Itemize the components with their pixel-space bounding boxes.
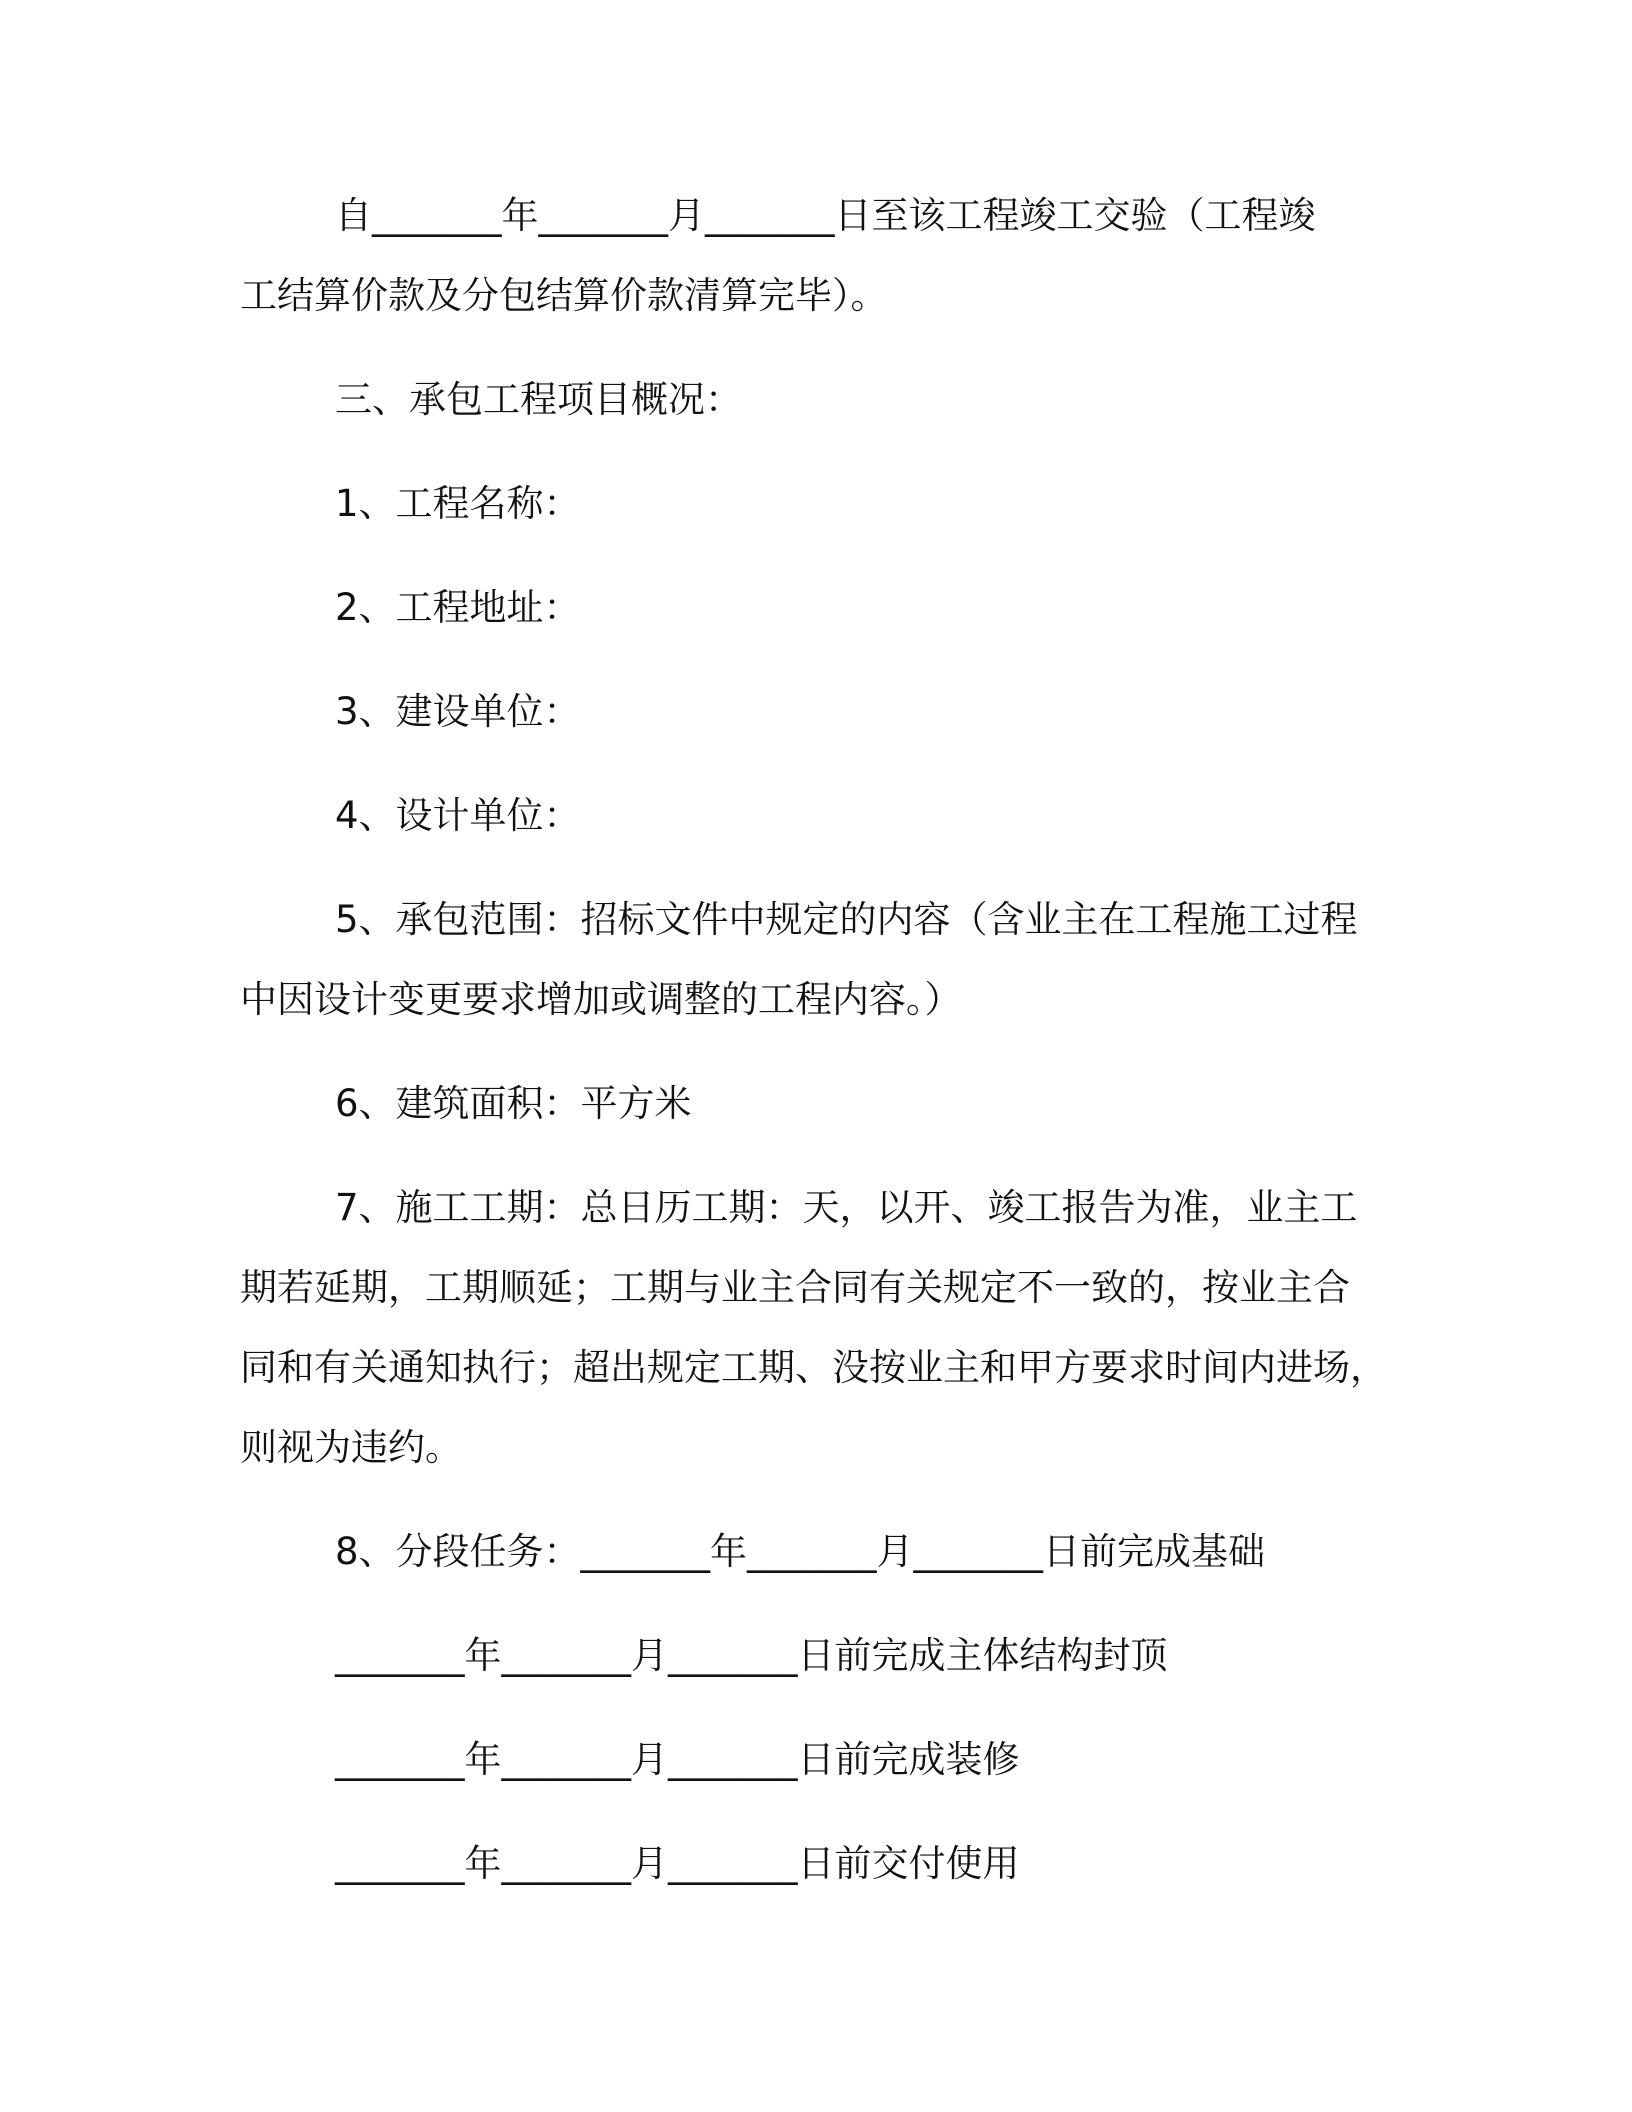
period-clause-line-3: 同和有关通知执行；超出规定工期、没按业主和甲方要求时间内进场， (240, 1346, 1387, 1389)
item-design-unit: 4、设计单位： (335, 794, 581, 837)
paragraph-period (240, 176, 1380, 336)
scope-line-1: 5、承包范围：招标文件中规定的内容（含业主在工程施工过程 (335, 898, 1358, 941)
item-building-area: 6、建筑面积：平方米 (335, 1082, 692, 1125)
period-line-2: 工结算价款及分包结算价款清算完毕）。 (240, 274, 888, 317)
period-line-1: 自_______年_______月_______日至该工程竣工交验（工程竣 (335, 194, 1316, 237)
item-contract-scope (240, 880, 1380, 1040)
section-heading-project-overview: 三、承包工程项目概况： (335, 378, 742, 421)
item-project-address: 2、工程地址： (335, 586, 581, 629)
period-clause-line-4: 则视为违约。 (240, 1426, 462, 1469)
contract-text (240, 176, 1387, 1928)
phase-handover: _______年_______月_______日前交付使用 (335, 1842, 1020, 1885)
phase-decoration: _______年_______月_______日前完成装修 (335, 1738, 1020, 1781)
scope-line-2: 中因设计变更要求增加或调整的工程内容。） (240, 978, 962, 1021)
item-phased-tasks: 8、分段任务：_______年_______月_______日前完成基础 (335, 1530, 1266, 1573)
phase-structure-topping: _______年_______月_______日前完成主体结构封顶 (335, 1634, 1168, 1677)
period-clause-line-2: 期若延期，工期顺延；工期与业主合同有关规定不一致的，按业主合 (240, 1266, 1350, 1309)
period-clause-line-1: 7、施工工期：总日历工期：天，以开、竣工报告为准，业主工 (335, 1186, 1358, 1229)
item-project-name: 1、工程名称： (335, 482, 581, 525)
item-construction-unit: 3、建设单位： (335, 690, 581, 733)
item-construction-period (240, 1168, 1387, 1488)
